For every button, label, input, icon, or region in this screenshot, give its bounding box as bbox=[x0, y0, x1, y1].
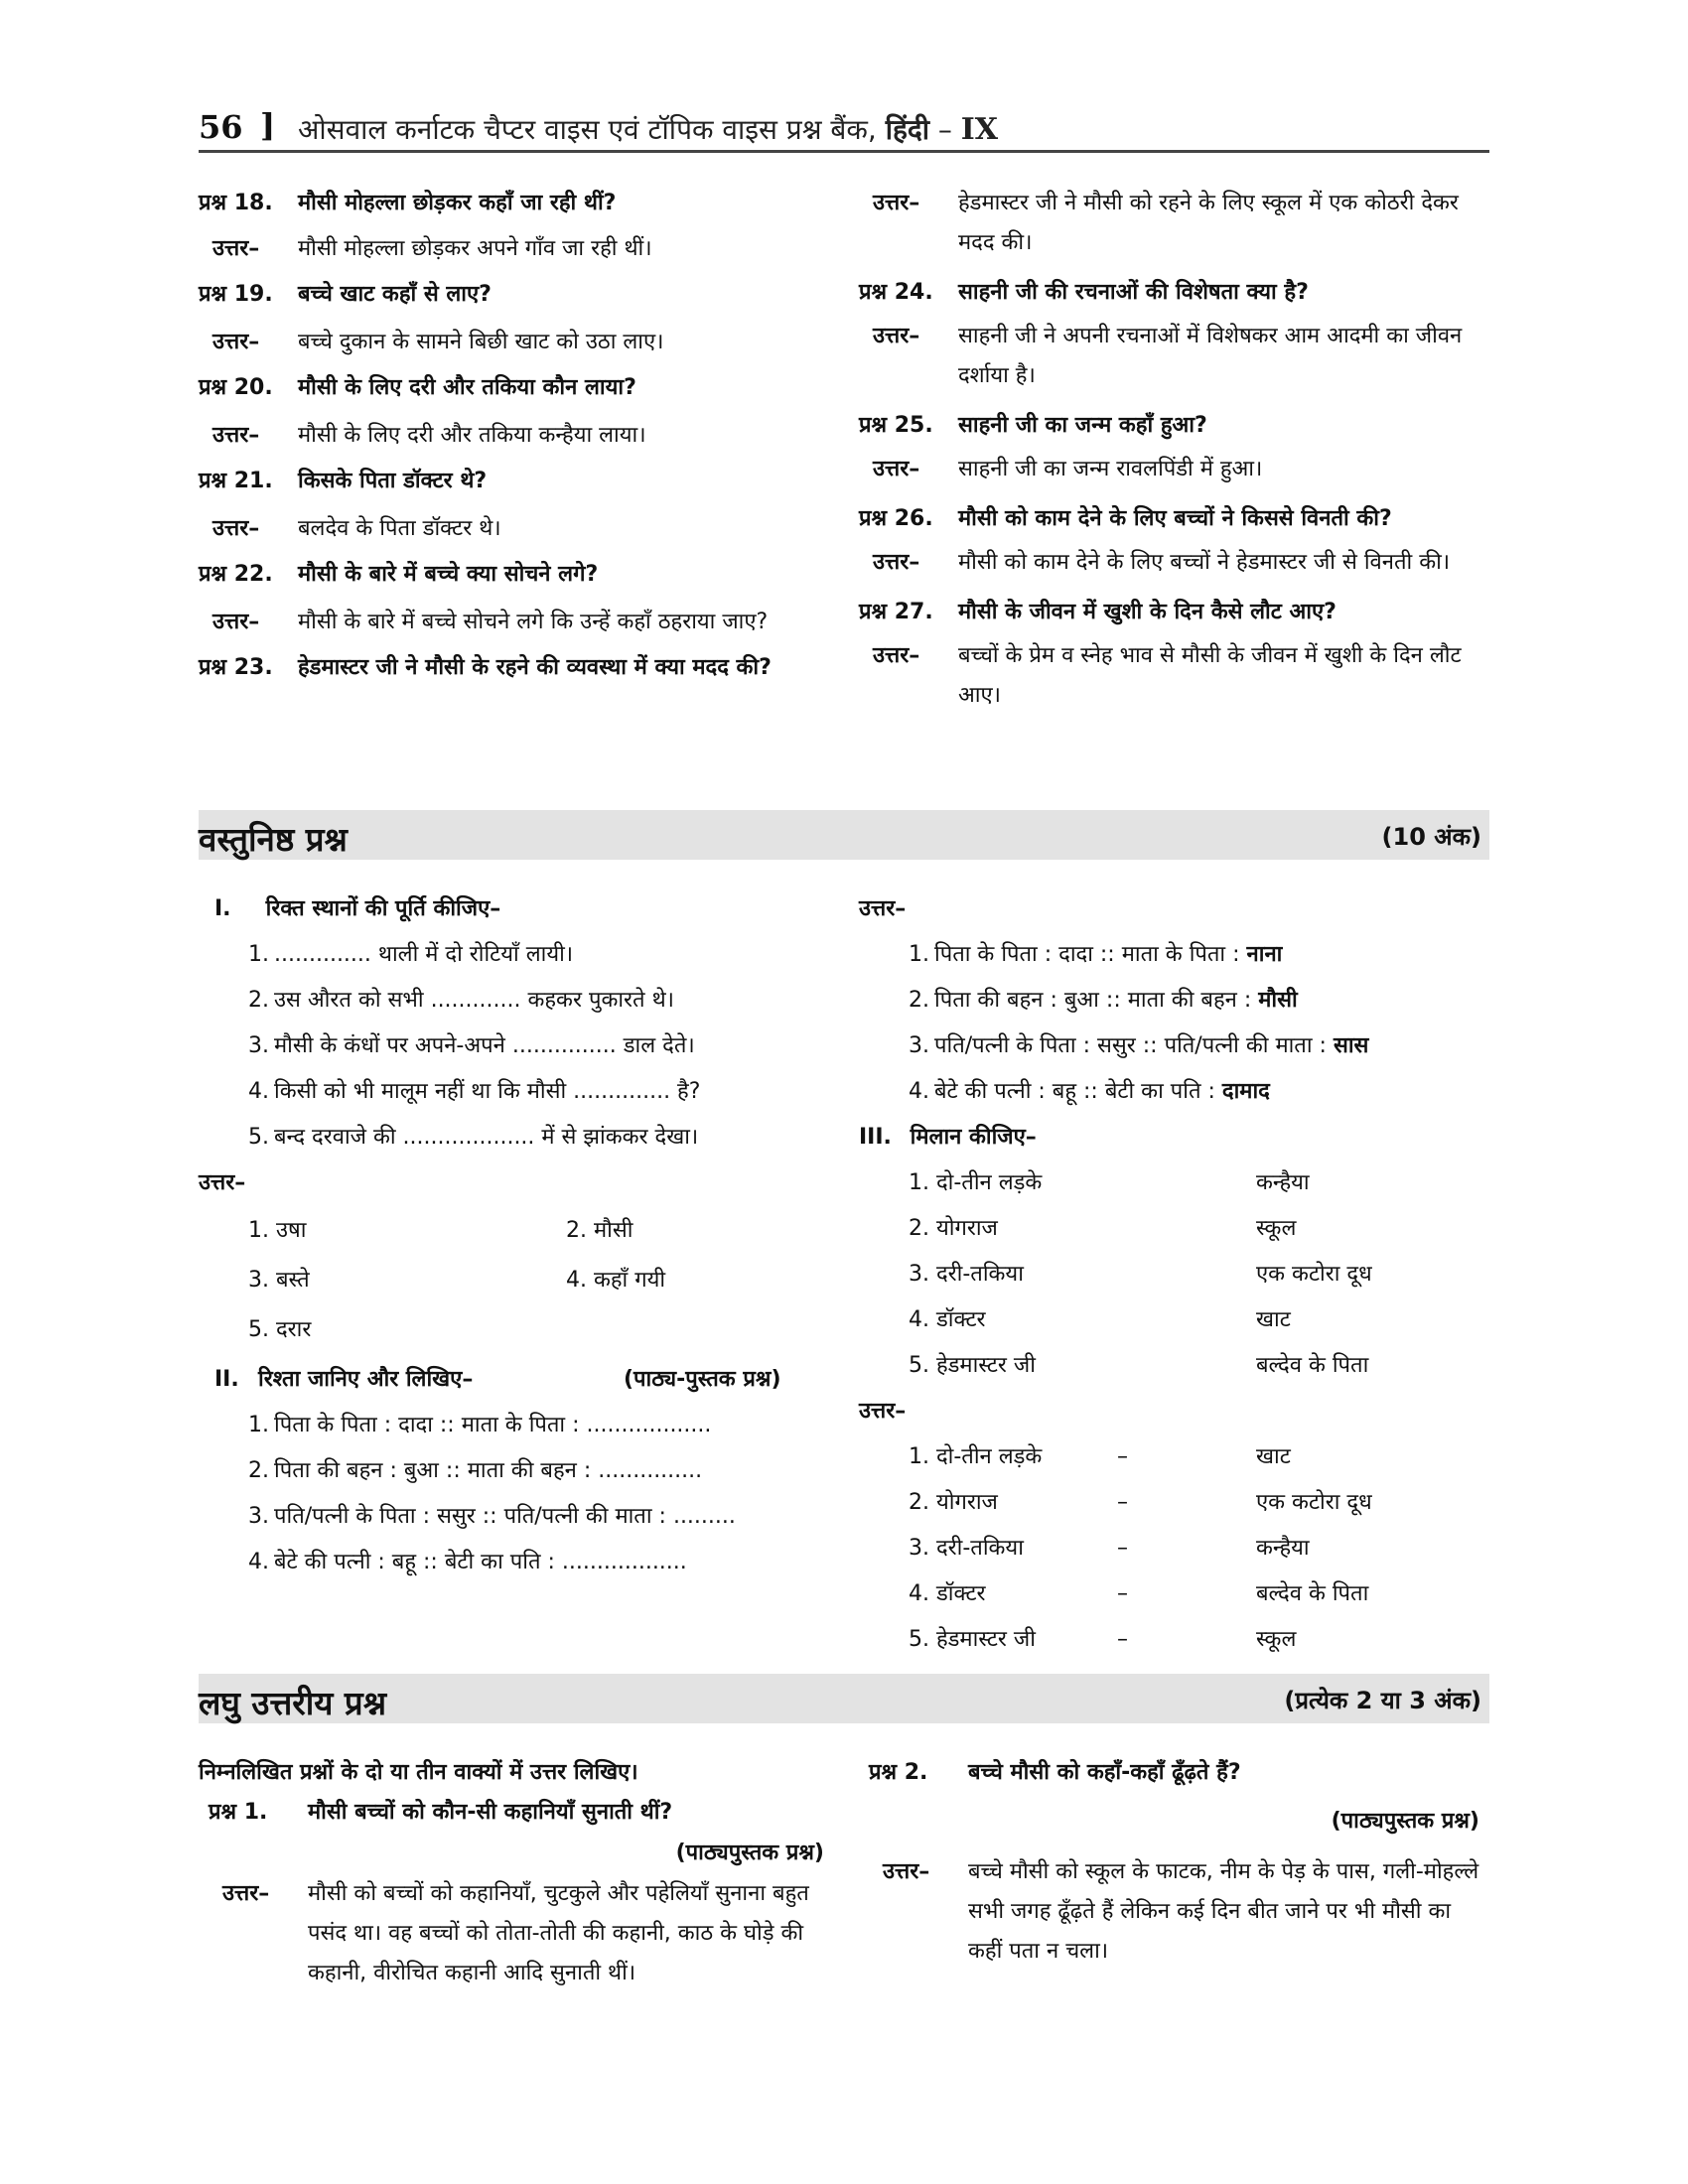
question-text: बच्चे मौसी को कहाँ-कहाँ ढूँढ़ते हैं? bbox=[968, 1760, 1241, 1785]
list-item bbox=[199, 1540, 834, 1585]
answer-item: 3. बस्ते bbox=[248, 1268, 310, 1293]
match-right: बल्देव के पिता bbox=[1256, 1353, 1369, 1378]
match-left: 5. हेडमास्टर जी bbox=[909, 1627, 1036, 1652]
answer-label: उत्तर– bbox=[873, 324, 920, 348]
section-title: लघु उत्तरीय प्रश्न bbox=[199, 1684, 387, 1722]
item-text: पिता की बहन : बुआ :: माता की बहन : ............... bbox=[274, 1458, 703, 1483]
question-label: प्रश्न 21. bbox=[199, 469, 273, 493]
list-item bbox=[199, 978, 834, 1024]
match-left: 2. योगराज bbox=[909, 1490, 998, 1515]
qa-right-column bbox=[859, 184, 1489, 716]
match-right: कन्हैया bbox=[1256, 1170, 1310, 1195]
item-answer: मौसी bbox=[1258, 988, 1298, 1013]
item-text: बेटे की पत्नी : बहू :: बेटी का पति : bbox=[934, 1079, 1215, 1104]
answer-item: 5. दरार bbox=[248, 1317, 312, 1342]
question-label: प्रश्न 27. bbox=[859, 600, 933, 624]
answer-label: उत्तर– bbox=[859, 896, 907, 921]
answer-label: उत्तर– bbox=[212, 516, 260, 541]
item-text: पिता की बहन : बुआ :: माता की बहन : bbox=[934, 988, 1252, 1013]
answer-text: मौसी को काम देने के लिए बच्चों ने हेडमास्टर जी से विनती की। bbox=[958, 550, 1451, 575]
qa-item bbox=[199, 555, 834, 642]
roman-numeral: III. bbox=[859, 1125, 892, 1150]
list-item bbox=[859, 1024, 1489, 1069]
answer-text: मौसी मोहल्ला छोड़कर अपने गाँव जा रही थीं। bbox=[298, 236, 652, 261]
match-heading bbox=[859, 1115, 1489, 1160]
section-marks: (प्रत्येक 2 या 3 अंक) bbox=[1284, 1687, 1481, 1714]
match-left: 5. हेडमास्टर जी bbox=[909, 1353, 1036, 1378]
answer-label: उत्तर– bbox=[883, 1859, 930, 1884]
header-bracket: ] bbox=[260, 106, 276, 144]
match-right: बल्देव के पिता bbox=[1256, 1581, 1369, 1606]
item-text: पिता के पिता : दादा :: माता के पिता : .................. bbox=[274, 1413, 712, 1437]
answer-text: मौसी को बच्चों को कहानियाँ, चुटकुले और पहेलियाँ सुनाना बहुत पसंद था। वह बच्चों को तोता-तोती की कहानी, काठ के घोड़े की कहानी, वीरोचित कहानी आदि सुनाती थीं। bbox=[308, 1881, 809, 1985]
qa-item bbox=[859, 406, 1489, 489]
list-item bbox=[199, 1403, 834, 1448]
answer-label: उत्तर– bbox=[212, 610, 260, 634]
list-item bbox=[859, 932, 1489, 978]
match-left: 2. योगराज bbox=[909, 1216, 998, 1241]
item-number: 1. bbox=[248, 942, 269, 967]
section-marks: (10 अंक) bbox=[1381, 823, 1481, 851]
item-text: .............. थाली में दो रोटियाँ लायी। bbox=[274, 942, 574, 967]
answer-item: 1. उषा bbox=[248, 1218, 307, 1243]
running-header bbox=[199, 104, 1489, 153]
roman-numeral: II. bbox=[214, 1367, 239, 1392]
question-text: मौसी के लिए दरी और तकिया कौन लाया? bbox=[298, 375, 636, 400]
source-note: (पाठ्य-पुस्तक प्रश्न) bbox=[624, 1367, 781, 1392]
answer-text: साहनी जी का जन्म रावलपिंडी में हुआ। bbox=[958, 457, 1263, 481]
match-right: खाट bbox=[1256, 1307, 1291, 1332]
qa-item bbox=[859, 499, 1489, 583]
match-left: 1. दो-तीन लड़के bbox=[909, 1170, 1043, 1195]
item-text: बेटे की पत्नी : बहू :: बेटी का पति : .................. bbox=[274, 1550, 687, 1574]
answer-text: मौसी के बारे में बच्चे सोचने लगे कि उन्हें कहाँ ठहराया जाए? bbox=[298, 610, 769, 634]
question-text: हेडमास्टर जी ने मौसी के रहने की व्यवस्था में क्या मदद की? bbox=[298, 655, 772, 680]
question-text: बच्चे खाट कहाँ से लाए? bbox=[298, 282, 492, 307]
match-table bbox=[859, 1160, 1489, 1389]
answer-text: बच्चे दुकान के सामने बिछी खाट को उठा लाए। bbox=[298, 330, 664, 354]
section-band-objective bbox=[199, 810, 1489, 860]
question-label: प्रश्न 23. bbox=[199, 655, 273, 680]
question-label: प्रश्न 22. bbox=[199, 562, 273, 587]
roman-numeral: I. bbox=[214, 896, 231, 921]
item-text: पिता के पिता : दादा :: माता के पिता : bbox=[934, 942, 1240, 967]
answer-text: बलदेव के पिता डॉक्टर थे। bbox=[298, 516, 501, 541]
instruction: निम्नलिखित प्रश्नों के दो या तीन वाक्यों में उत्तर लिखिए। bbox=[199, 1760, 638, 1785]
list-item bbox=[859, 1069, 1489, 1115]
question-text: साहनी जी की रचनाओं की विशेषता क्या है? bbox=[958, 280, 1309, 305]
qa-item bbox=[199, 462, 834, 549]
item-text: मौसी के कंधों पर अपने-अपने ............... डाल देते। bbox=[274, 1033, 695, 1058]
question-label: प्रश्न 24. bbox=[859, 280, 933, 305]
subject-name: हिंदी bbox=[885, 113, 929, 146]
match-dash: – bbox=[1117, 1444, 1128, 1469]
item-number: 4. bbox=[248, 1550, 269, 1574]
objective-left-column bbox=[199, 887, 834, 1585]
fill-blanks-heading bbox=[199, 887, 834, 932]
answer-item: 4. कहाँ गयी bbox=[566, 1268, 666, 1293]
heading-text: मिलान कीजिए– bbox=[910, 1125, 1037, 1150]
item-number: 5. bbox=[248, 1125, 269, 1150]
question-text: मौसी बच्चों को कौन-सी कहानियाँ सुनाती थीं? bbox=[308, 1800, 673, 1825]
answer-label: उत्तर– bbox=[222, 1881, 270, 1906]
question-text: मौसी मोहल्ला छोड़कर कहाँ जा रही थीं? bbox=[298, 191, 617, 215]
item-number: 3. bbox=[248, 1033, 269, 1058]
heading-text: रिक्त स्थानों की पूर्ति कीजिए– bbox=[265, 896, 501, 921]
qa-item bbox=[859, 184, 1489, 263]
header-dash: – bbox=[937, 113, 952, 146]
match-left: 4. डॉक्टर bbox=[909, 1307, 986, 1332]
qa-item bbox=[199, 368, 834, 456]
answer-item: 2. मौसी bbox=[566, 1218, 633, 1243]
answer-text: बच्चों के प्रेम व स्नेह भाव से मौसी के जीवन में खुशी के दिन लौट आए। bbox=[958, 643, 1462, 708]
section-band-short bbox=[199, 1674, 1489, 1723]
page-number: 56 bbox=[199, 108, 243, 146]
list-item bbox=[859, 978, 1489, 1024]
qa-item bbox=[199, 275, 834, 362]
item-text: पति/पत्नी के पिता : ससुर :: पति/पत्नी की माता : bbox=[934, 1033, 1327, 1058]
answer-label: उत्तर– bbox=[859, 1399, 907, 1424]
answer-label: उत्तर– bbox=[873, 643, 920, 668]
item-text: किसी को भी मालूम नहीं था कि मौसी .............. है? bbox=[274, 1079, 701, 1104]
item-number: 3. bbox=[248, 1504, 269, 1529]
qa-item bbox=[859, 593, 1489, 716]
match-answer-table bbox=[859, 1434, 1489, 1663]
answer-label: उत्तर– bbox=[199, 1170, 246, 1195]
qa-left-column bbox=[199, 184, 834, 688]
short-right-column bbox=[859, 1753, 1489, 1972]
question-text: किसके पिता डॉक्टर थे? bbox=[298, 469, 488, 493]
match-right: स्कूल bbox=[1256, 1216, 1297, 1241]
list-item bbox=[199, 932, 834, 978]
item-number: 1. bbox=[909, 942, 929, 967]
short-left-column bbox=[199, 1753, 834, 1993]
match-dash: – bbox=[1117, 1581, 1128, 1606]
qa-item bbox=[199, 648, 834, 688]
item-answer: सास bbox=[1333, 1033, 1369, 1058]
book-title-text: ओसवाल कर्नाटक चैप्टर वाइस एवं टॉपिक वाइस प्रश्न बैंक, bbox=[298, 113, 877, 146]
match-dash: – bbox=[1117, 1536, 1128, 1561]
match-left: 1. दो-तीन लड़के bbox=[909, 1444, 1043, 1469]
match-right: एक कटोरा दूध bbox=[1256, 1490, 1372, 1515]
source-note: (पाठ्यपुस्तक प्रश्न) bbox=[675, 1841, 824, 1865]
item-number: 4. bbox=[248, 1079, 269, 1104]
answer-label: उत्तर– bbox=[212, 423, 260, 448]
list-item bbox=[199, 1069, 834, 1115]
question-label: प्रश्न 25. bbox=[859, 413, 933, 438]
item-number: 4. bbox=[909, 1079, 929, 1104]
match-left: 4. डॉक्टर bbox=[909, 1581, 986, 1606]
match-dash: – bbox=[1117, 1627, 1128, 1652]
answer-label: उत्तर– bbox=[873, 550, 920, 575]
item-answer: नाना bbox=[1246, 942, 1283, 967]
question-text: मौसी को काम देने के लिए बच्चों ने किससे विनती की? bbox=[958, 506, 1392, 531]
heading-text: रिश्ता जानिए और लिखिए– bbox=[258, 1367, 474, 1392]
question-text: साहनी जी का जन्म कहाँ हुआ? bbox=[958, 413, 1207, 438]
answer-text: मौसी के लिए दरी और तकिया कन्हैया लाया। bbox=[298, 423, 646, 448]
qa-item bbox=[199, 184, 834, 269]
answer-label: उत्तर– bbox=[873, 457, 920, 481]
match-right: स्कूल bbox=[1256, 1627, 1297, 1652]
question-label: प्रश्न 20. bbox=[199, 375, 273, 400]
objective-right-column bbox=[859, 887, 1489, 1663]
question-label: प्रश्न 18. bbox=[199, 191, 273, 215]
question-label: प्रश्न 1. bbox=[209, 1800, 268, 1825]
answer-text: साहनी जी ने अपनी रचनाओं में विशेषकर आम आदमी का जीवन दर्शाया है। bbox=[958, 324, 1463, 388]
answer-text: बच्चे मौसी को स्कूल के फाटक, नीम के पेड़ के पास, गली-मोहल्ले सभी जगह ढूँढ़ते हैं लेकिन कई दिन बीत जाने पर भी मौसी का कहीं पता न चला। bbox=[968, 1859, 1479, 1964]
qa-item bbox=[859, 273, 1489, 396]
page bbox=[199, 0, 1489, 2184]
item-text: उस औरत को सभी ............. कहकर पुकारते थे। bbox=[274, 988, 674, 1013]
fill-blanks-answers bbox=[199, 1206, 834, 1355]
section-title: वस्तुनिष्ठ प्रश्न bbox=[199, 820, 348, 859]
question-text: मौसी के बारे में बच्चे क्या सोचने लगे? bbox=[298, 562, 599, 587]
question-text: मौसी के जीवन में खुशी के दिन कैसे लौट आए? bbox=[958, 600, 1336, 624]
item-number: 3. bbox=[909, 1033, 929, 1058]
class-label: IX bbox=[960, 112, 999, 147]
answer-text: हेडमास्टर जी ने मौसी को रहने के लिए स्कूल में एक कोठरी देकर मदद की। bbox=[958, 191, 1459, 255]
item-number: 2. bbox=[248, 988, 269, 1013]
match-right: खाट bbox=[1256, 1444, 1291, 1469]
question-label: प्रश्न 2. bbox=[869, 1760, 928, 1785]
qa-item bbox=[859, 1753, 1489, 1972]
list-item bbox=[199, 1494, 834, 1540]
question-label: प्रश्न 26. bbox=[859, 506, 933, 531]
match-left: 3. दरी-तकिया bbox=[909, 1262, 1024, 1287]
question-label: प्रश्न 19. bbox=[199, 282, 273, 307]
match-right: एक कटोरा दूध bbox=[1256, 1262, 1372, 1287]
item-text: बन्द दरवाजे की ................... में से झांककर देखा। bbox=[274, 1125, 699, 1150]
answer-label: उत्तर– bbox=[873, 191, 920, 215]
relations-heading bbox=[199, 1357, 834, 1403]
item-number: 2. bbox=[909, 988, 929, 1013]
item-text: पति/पत्नी के पिता : ससुर :: पति/पत्नी की माता : ......... bbox=[274, 1504, 736, 1529]
item-answer: दामाद bbox=[1221, 1079, 1270, 1104]
item-number: 1. bbox=[248, 1413, 269, 1437]
match-dash: – bbox=[1117, 1490, 1128, 1515]
match-left: 3. दरी-तकिया bbox=[909, 1536, 1024, 1561]
answer-label: उत्तर– bbox=[212, 330, 260, 354]
match-right: कन्हैया bbox=[1256, 1536, 1310, 1561]
source-note: (पाठ्यपुस्तक प्रश्न) bbox=[1331, 1809, 1479, 1834]
list-item bbox=[199, 1024, 834, 1069]
answer-label: उत्तर– bbox=[212, 236, 260, 261]
qa-item bbox=[199, 1793, 834, 1993]
list-item bbox=[199, 1448, 834, 1494]
list-item bbox=[199, 1115, 834, 1160]
item-number: 2. bbox=[248, 1458, 269, 1483]
book-title bbox=[298, 110, 998, 148]
